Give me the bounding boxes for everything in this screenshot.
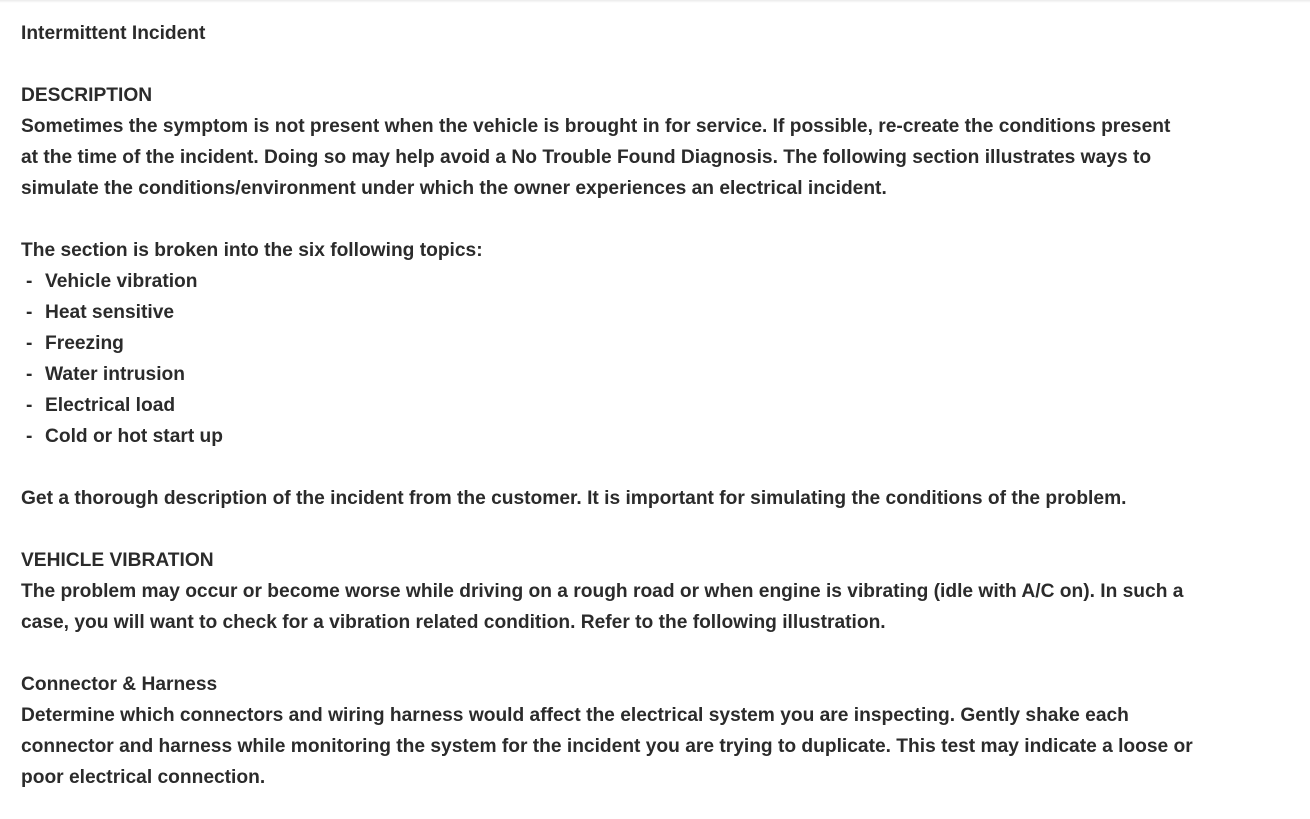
list-item: - Heat sensitive	[26, 302, 175, 323]
list-item: - Electrical load	[26, 395, 176, 416]
list-item: - Water intrusion	[26, 364, 185, 385]
topics-intro: The section is broken into the six following topics:	[21, 240, 483, 261]
vehicle-vibration-line: The problem may occur or become worse while driving on a rough road or when engine is vibrating (idle with A/C on). In such a	[21, 581, 1184, 602]
customer-note: Get a thorough description of the incident from the customer. It is important for simulating the conditions of the problem.	[21, 488, 1127, 509]
description-line: simulate the conditions/environment under which the owner experiences an electrical incident.	[21, 178, 887, 199]
connector-harness-heading: Connector & Harness	[21, 674, 218, 695]
list-item: - Vehicle vibration	[26, 271, 198, 292]
list-item: - Freezing	[26, 333, 124, 354]
description-line: at the time of the incident. Doing so may help avoid a No Trouble Found Diagnosis. The following section illustrates ways to	[21, 147, 1152, 168]
top-shadow	[0, 0, 1310, 3]
topics-list	[21, 266, 1251, 452]
description-heading: DESCRIPTION	[21, 85, 153, 106]
document-body	[21, 18, 1251, 793]
list-item: - Cold or hot start up	[26, 426, 223, 447]
vehicle-vibration-heading: VEHICLE VIBRATION	[21, 550, 214, 571]
connector-harness-line: connector and harness while monitoring the system for the incident you are trying to duplicate. This test may indicate a loose or	[21, 736, 1193, 757]
description-line: Sometimes the symptom is not present when the vehicle is brought in for service. If possible, re-create the conditions present	[21, 116, 1171, 137]
connector-harness-line: poor electrical connection.	[21, 767, 266, 788]
connector-harness-line: Determine which connectors and wiring harness would affect the electrical system you are inspecting. Gently shake each	[21, 705, 1129, 726]
vehicle-vibration-line: case, you will want to check for a vibration related condition. Refer to the following illustration.	[21, 612, 886, 633]
document-title: Intermittent Incident	[21, 23, 206, 44]
